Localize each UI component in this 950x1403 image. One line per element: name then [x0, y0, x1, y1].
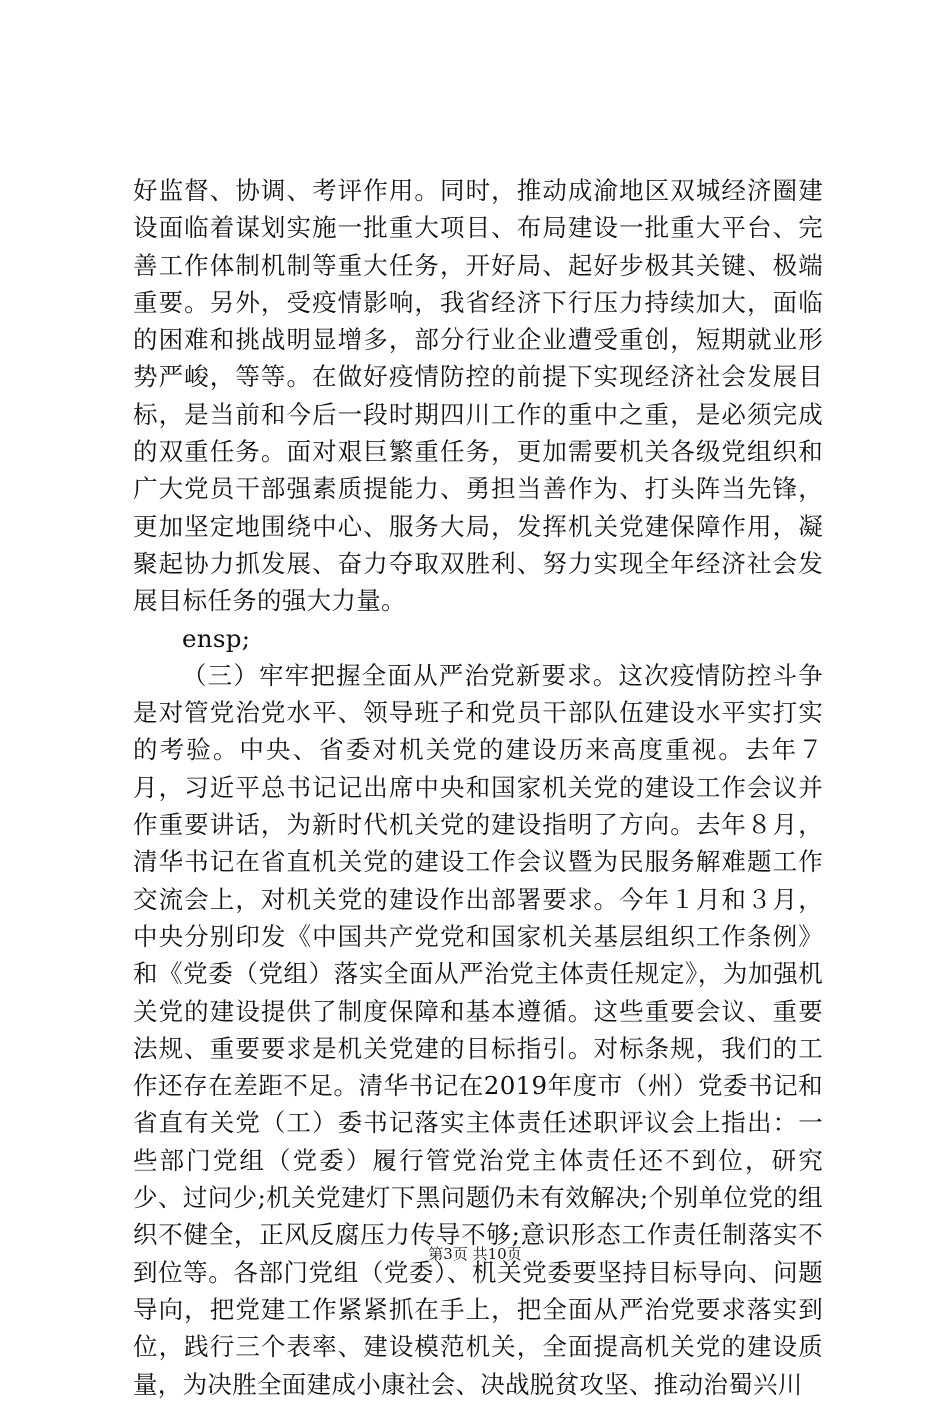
- paragraph-placeholder: ensp;: [182, 623, 251, 653]
- page-number-footer: 第3页 共10页: [428, 1245, 522, 1263]
- paragraph-section-three: （三）牢牢把握全面从严治党新要求。这次疫情防控斗争是对管党治党水平、领导班子和党员干部队伍建设水平实打实的考验。中央、省委对机关党的建设历来高度重视。去年７月，习近平总书记记出席中央和国家机关党的建设工作会议并作重要讲话，为新时代机关党的建设指明了方向。去年８月，清华书记在省直机关党的建设工作会议暨为民服务解难题工作交流会上，对机关党的建设作出部署要求。今年１月和３月，中央分别印发《中国共产党党和国家机关基层组织工作条例》和《党委（党组）落实全面从严治党主体责任规定》，为加强机关党的建设提供了制度保障和基本遵循。这些重要会议、重要法规、重要要求是机关党建的目标指引。对标条规，我们的工作还存在差距不足。清华书记在2019年度市（州）党委书记和省直有关党（工）委书记落实主体责任述职评议会上指出：一些部门党组（党委）履行管党治党主体责任还不到位，研究少、过问少;机关党建灯下黑问题仍未有效解决;个别单位党的组织不健全，正风反腐压力传导不够;意识形态工作责任制落实不到位等。各部门党组（党委）、机关党委要坚持目标导向、问题导向，把党建工作紧紧抓在手上，把全面从严治党要求落实到位，践行三个表率、建设模范机关，全面提高机关党的建设质量，为决胜全面建成小康社会、决战脱贫攻坚、推动治蜀兴川: [133, 660, 823, 1399]
- paragraph-continued: 好监督、协调、考评作用。同时，推动成渝地区双城经济圈建设面临着谋划实施一批重大项目、布局建设一批重大平台、完善工作体制机制等重大任务，开好局、起好步极其关键、极端重要。另外，受疫情影响，我省经济下行压力持续加大，面临的困难和挑战明显增多，部分行业企业遭受重创，短期就业形势严峻，等等。在做好疫情防控的前提下实现经济社会发展目标，是当前和今后一段时期四川工作的重中之重，是必须完成的双重任务。面对艰巨繁重任务，更加需要机关各级党组织和广大党员干部强素质提能力、勇担当善作为、打头阵当先锋，更加坚定地围绕中心、服务大局，发挥机关党建保障作用，凝聚起协力抓发展、奋力夺取双胜利、努力实现全年经济社会发展目标任务的强大力量。: [133, 176, 823, 616]
- document-body: [133, 172, 823, 1403]
